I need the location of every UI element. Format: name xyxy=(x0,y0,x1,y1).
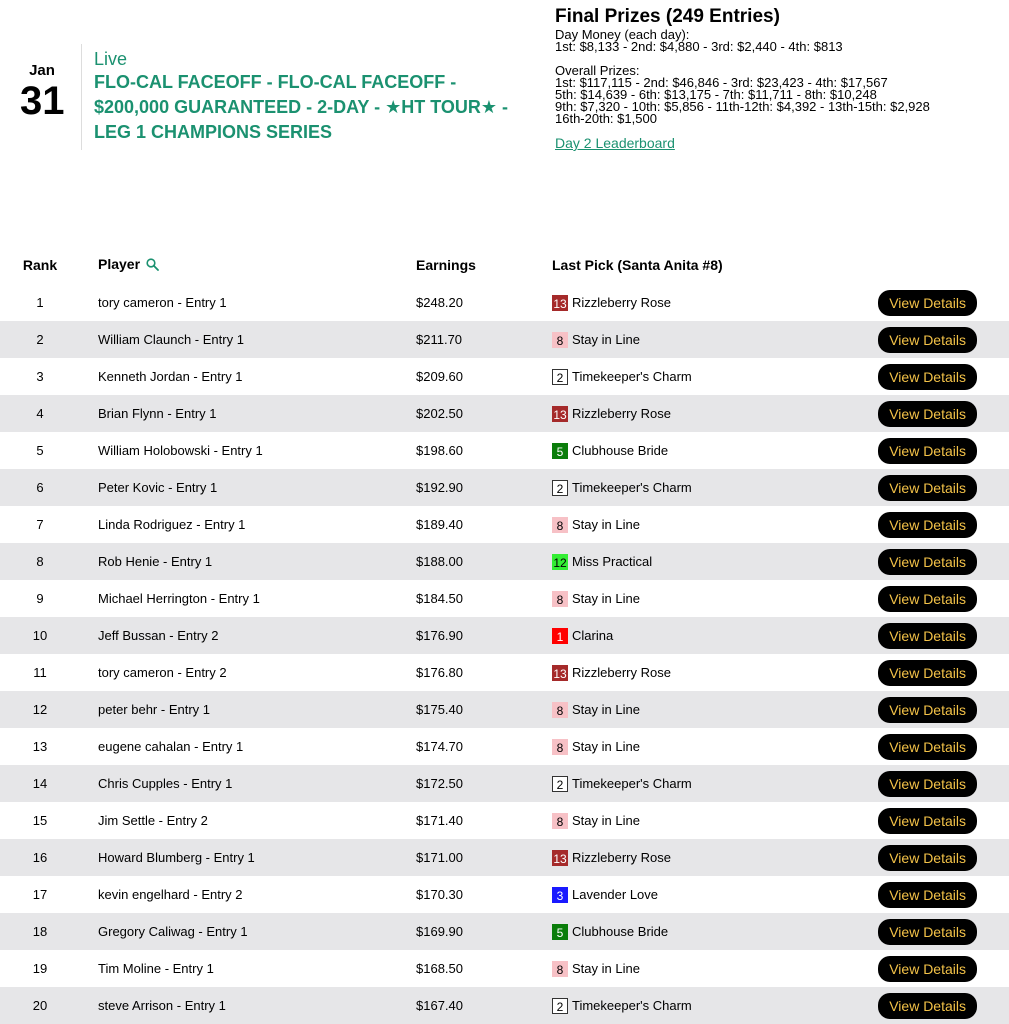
post-position-badge: 5 xyxy=(552,443,568,459)
actions-cell xyxy=(852,432,1009,469)
last-pick-cell xyxy=(552,802,852,839)
post-position-badge: 8 xyxy=(552,517,568,533)
earnings-header: Earnings xyxy=(416,257,476,273)
player-cell: steve Arrison - Entry 1 xyxy=(80,987,416,1024)
table-row xyxy=(0,617,1009,654)
table-row xyxy=(0,913,1009,950)
table-row xyxy=(0,395,1009,432)
table-row xyxy=(0,580,1009,617)
actions-cell xyxy=(852,469,1009,506)
table-row xyxy=(0,469,1009,506)
horse-name: Stay in Line xyxy=(572,813,640,828)
post-position-badge: 3 xyxy=(552,887,568,903)
actions-cell xyxy=(852,284,1009,321)
table-row xyxy=(0,358,1009,395)
actions-cell xyxy=(852,950,1009,987)
rank-cell: 1 xyxy=(36,295,44,310)
actions-cell xyxy=(852,765,1009,802)
earnings-cell: $189.40 xyxy=(416,517,463,532)
last-pick-cell xyxy=(552,654,852,691)
horse-name: Stay in Line xyxy=(572,332,640,347)
earnings-cell: $176.90 xyxy=(416,617,552,654)
view-details-button[interactable]: View Details xyxy=(878,919,977,945)
last-pick-cell xyxy=(552,728,852,765)
table-row xyxy=(0,691,1009,728)
rank-cell: 5 xyxy=(36,443,44,458)
player-cell: Rob Henie - Entry 1 xyxy=(80,543,416,580)
player-cell: Kenneth Jordan - Entry 1 xyxy=(98,369,243,384)
player-cell: Jim Settle - Entry 2 xyxy=(98,813,208,828)
earnings-cell: $167.40 xyxy=(416,987,552,1024)
actions-cell xyxy=(852,913,1009,950)
table-row xyxy=(0,654,1009,691)
view-details-button[interactable]: View Details xyxy=(878,882,977,908)
table-row xyxy=(0,765,1009,802)
actions-header xyxy=(852,246,1009,284)
last-pick-cell xyxy=(552,506,852,543)
event-title: FLO-CAL FACEOFF - FLO-CAL FACEOFF - $200,000 GUARANTEED - 2-DAY - ★HT TOUR★ - LEG 1 CHAMPIONS SERIES xyxy=(94,72,509,142)
horse-name: Stay in Line xyxy=(572,517,640,532)
post-position-badge: 12 xyxy=(553,555,567,570)
actions-cell xyxy=(852,617,1009,654)
table-row xyxy=(0,728,1009,765)
rank-cell: 2 xyxy=(0,321,80,358)
rank-cell: 8 xyxy=(0,543,80,580)
horse-name: Stay in Line xyxy=(572,961,640,976)
view-details-button[interactable]: View Details xyxy=(878,549,977,575)
last-pick-cell xyxy=(552,617,852,654)
earnings-cell: $171.00 xyxy=(416,839,552,876)
overall-prizes-line: 5th: $14,639 - 6th: $13,175 - 7th: $11,711 - 8th: $10,248 xyxy=(555,87,877,102)
post-position-badge: 8 xyxy=(552,332,568,348)
post-position-badge: 2 xyxy=(552,776,568,792)
player-cell: Chris Cupples - Entry 1 xyxy=(80,765,416,802)
rank-cell: 16 xyxy=(0,839,80,876)
rank-cell: 20 xyxy=(0,987,80,1024)
last-pick-cell xyxy=(552,987,852,1024)
view-details-button[interactable]: View Details xyxy=(878,808,977,834)
rank-cell: 3 xyxy=(36,369,44,384)
player-cell: Jeff Bussan - Entry 2 xyxy=(80,617,416,654)
table-row xyxy=(0,876,1009,913)
player-cell: Brian Flynn - Entry 1 xyxy=(80,395,416,432)
view-details-button[interactable]: View Details xyxy=(878,993,977,1019)
player-cell: Howard Blumberg - Entry 1 xyxy=(80,839,416,876)
table-row xyxy=(0,987,1009,1024)
day-money-line: 1st: $8,133 - 2nd: $4,880 - 3rd: $2,440 - 4th: $813 xyxy=(555,39,843,54)
rank-cell: 18 xyxy=(0,913,80,950)
horse-name: Stay in Line xyxy=(572,591,640,606)
player-cell: tory cameron - Entry 2 xyxy=(98,665,227,680)
view-details-button[interactable]: View Details xyxy=(878,734,977,760)
earnings-cell: $198.60 xyxy=(416,443,463,458)
leaderboard-table xyxy=(0,246,1009,1024)
overall-prizes-line: 9th: $7,320 - 10th: $5,856 - 11th-12th: $4,392 - 13th-15th: $2,928 xyxy=(555,99,930,114)
horse-name: Rizzleberry Rose xyxy=(572,850,671,865)
view-details-button[interactable]: View Details xyxy=(878,956,977,982)
last-pick-cell xyxy=(552,284,852,321)
last-pick-cell xyxy=(552,469,852,506)
rank-cell: 17 xyxy=(32,887,48,902)
actions-cell xyxy=(852,543,1009,580)
view-details-button[interactable]: View Details xyxy=(878,401,977,427)
horse-name: Rizzleberry Rose xyxy=(572,406,671,421)
view-details-button[interactable]: View Details xyxy=(878,364,977,390)
post-position-badge: 13 xyxy=(553,296,567,311)
post-position-badge: 13 xyxy=(553,851,567,866)
prizes-panel xyxy=(555,7,1005,150)
rank-cell: 6 xyxy=(0,469,80,506)
rank-cell: 13 xyxy=(32,739,48,754)
earnings-cell: $171.40 xyxy=(416,813,463,828)
last-pick-cell xyxy=(552,543,852,580)
actions-cell xyxy=(852,654,1009,691)
post-position-badge: 2 xyxy=(552,480,568,496)
earnings-cell: $168.50 xyxy=(416,961,463,976)
event-day: 31 xyxy=(20,79,65,123)
table-row xyxy=(0,543,1009,580)
post-position-badge: 2 xyxy=(552,369,568,385)
view-details-button[interactable]: View Details xyxy=(878,660,977,686)
player-cell: Linda Rodriguez - Entry 1 xyxy=(98,517,246,532)
table-row xyxy=(0,839,1009,876)
earnings-cell: $248.20 xyxy=(416,295,463,310)
post-position-badge: 5 xyxy=(552,924,568,940)
player-header-label: Player xyxy=(98,256,141,272)
actions-cell xyxy=(852,802,1009,839)
player-cell: Gregory Caliwag - Entry 1 xyxy=(80,913,416,950)
rank-cell: 19 xyxy=(32,961,48,976)
last-pick-cell xyxy=(552,950,852,987)
rank-header: Rank xyxy=(22,257,58,273)
view-details-button[interactable]: View Details xyxy=(878,771,977,797)
post-position-badge: 8 xyxy=(552,702,568,718)
prizes-title: Final Prizes (249 Entries) xyxy=(555,6,780,27)
post-position-badge: 8 xyxy=(552,591,568,607)
post-position-badge: 13 xyxy=(553,407,567,422)
horse-name: Stay in Line xyxy=(572,702,640,717)
table-row xyxy=(0,802,1009,839)
table-row xyxy=(0,950,1009,987)
horse-name: Rizzleberry Rose xyxy=(572,295,671,310)
earnings-cell: $184.50 xyxy=(416,591,463,606)
player-cell: Tim Moline - Entry 1 xyxy=(98,961,214,976)
actions-cell xyxy=(852,395,1009,432)
horse-name: Timekeeper's Charm xyxy=(572,480,692,495)
view-details-button[interactable]: View Details xyxy=(878,327,977,353)
view-details-button[interactable]: View Details xyxy=(878,586,977,612)
overall-prizes-line: 1st: $117,115 - 2nd: $46,846 - 3rd: $23,423 - 4th: $17,567 xyxy=(555,75,888,90)
horse-name: Timekeeper's Charm xyxy=(572,776,692,791)
rank-cell: 11 xyxy=(33,665,47,680)
view-details-button[interactable]: View Details xyxy=(878,475,977,501)
horse-name: Clubhouse Bride xyxy=(572,443,669,458)
overall-prizes-line: 16th-20th: $1,500 xyxy=(555,111,657,126)
actions-cell xyxy=(852,321,1009,358)
player-header xyxy=(80,246,416,284)
last-pick-cell xyxy=(552,432,852,469)
actions-cell xyxy=(852,506,1009,543)
actions-cell xyxy=(852,358,1009,395)
player-cell: eugene cahalan - Entry 1 xyxy=(98,739,244,754)
table-row xyxy=(0,284,1009,321)
last-pick-cell xyxy=(552,691,852,728)
last-pick-header: Last Pick (Santa Anita #8) xyxy=(552,257,723,273)
actions-cell xyxy=(852,876,1009,913)
rank-cell: 10 xyxy=(0,617,80,654)
earnings-cell: $170.30 xyxy=(416,887,463,902)
header-divider xyxy=(81,44,82,150)
earnings-cell: $176.80 xyxy=(416,665,463,680)
earnings-cell: $188.00 xyxy=(416,543,552,580)
last-pick-cell xyxy=(552,358,852,395)
post-position-badge: 2 xyxy=(552,998,568,1014)
earnings-cell: $209.60 xyxy=(416,369,463,384)
view-details-button[interactable]: View Details xyxy=(878,290,977,316)
earnings-cell: $174.70 xyxy=(416,739,463,754)
view-details-button[interactable]: View Details xyxy=(878,512,977,538)
horse-name: Timekeeper's Charm xyxy=(572,998,692,1013)
player-cell: William Holobowski - Entry 1 xyxy=(98,443,263,458)
earnings-cell: $211.70 xyxy=(416,321,552,358)
post-position-badge: 8 xyxy=(552,739,568,755)
earnings-cell: $172.50 xyxy=(416,765,552,802)
horse-name: Stay in Line xyxy=(572,739,640,754)
rank-cell: 9 xyxy=(36,591,44,606)
last-pick-cell xyxy=(552,876,852,913)
leaderboard-body xyxy=(0,284,1009,1024)
overall-prizes-label: Overall Prizes: xyxy=(555,63,640,78)
view-details-button[interactable]: View Details xyxy=(878,697,977,723)
rank-cell: 7 xyxy=(36,517,44,532)
last-pick-cell xyxy=(552,913,852,950)
actions-cell xyxy=(852,728,1009,765)
last-pick-cell xyxy=(552,395,852,432)
day-2-leaderboard-link[interactable]: Day 2 Leaderboard xyxy=(555,135,675,151)
last-pick-cell xyxy=(552,765,852,802)
post-position-badge: 8 xyxy=(552,961,568,977)
earnings-cell: $192.90 xyxy=(416,469,552,506)
last-pick-cell xyxy=(552,839,852,876)
event-date xyxy=(20,62,64,122)
earnings-cell: $175.40 xyxy=(416,691,552,728)
event-month: Jan xyxy=(29,62,55,79)
rank-cell: 4 xyxy=(0,395,80,432)
table-row xyxy=(0,506,1009,543)
player-cell: kevin engelhard - Entry 2 xyxy=(98,887,243,902)
view-details-button[interactable]: View Details xyxy=(878,438,977,464)
player-cell: William Claunch - Entry 1 xyxy=(80,321,416,358)
horse-name: Clubhouse Bride xyxy=(572,924,669,939)
view-details-button[interactable]: View Details xyxy=(878,623,977,649)
day-money-label: Day Money (each day): xyxy=(555,27,690,42)
actions-cell xyxy=(852,691,1009,728)
actions-cell xyxy=(852,839,1009,876)
rank-cell: 15 xyxy=(32,813,48,828)
rank-cell: 14 xyxy=(0,765,80,802)
actions-cell xyxy=(852,987,1009,1024)
actions-cell xyxy=(852,580,1009,617)
last-pick-cell xyxy=(552,321,852,358)
horse-name: Timekeeper's Charm xyxy=(572,369,692,384)
rank-cell: 12 xyxy=(0,691,80,728)
earnings-cell: $202.50 xyxy=(416,395,552,432)
table-row xyxy=(0,432,1009,469)
player-cell: tory cameron - Entry 1 xyxy=(98,295,227,310)
table-header-row xyxy=(0,246,1009,284)
earnings-cell: $169.90 xyxy=(416,913,552,950)
event-status: Live xyxy=(94,49,128,69)
player-cell: Peter Kovic - Entry 1 xyxy=(80,469,416,506)
horse-name: Rizzleberry Rose xyxy=(572,665,671,680)
horse-name: Miss Practical xyxy=(572,554,653,569)
player-cell: peter behr - Entry 1 xyxy=(80,691,416,728)
post-position-badge: 8 xyxy=(552,813,568,829)
player-cell: Michael Herrington - Entry 1 xyxy=(98,591,260,606)
post-position-badge: 13 xyxy=(553,666,567,681)
horse-name: Lavender Love xyxy=(572,887,659,902)
search-icon[interactable] xyxy=(146,258,159,274)
view-details-button[interactable]: View Details xyxy=(878,845,977,871)
event-header xyxy=(94,48,534,145)
table-row xyxy=(0,321,1009,358)
post-position-badge: 1 xyxy=(552,628,568,644)
horse-name: Clarina xyxy=(572,628,614,643)
last-pick-cell xyxy=(552,580,852,617)
